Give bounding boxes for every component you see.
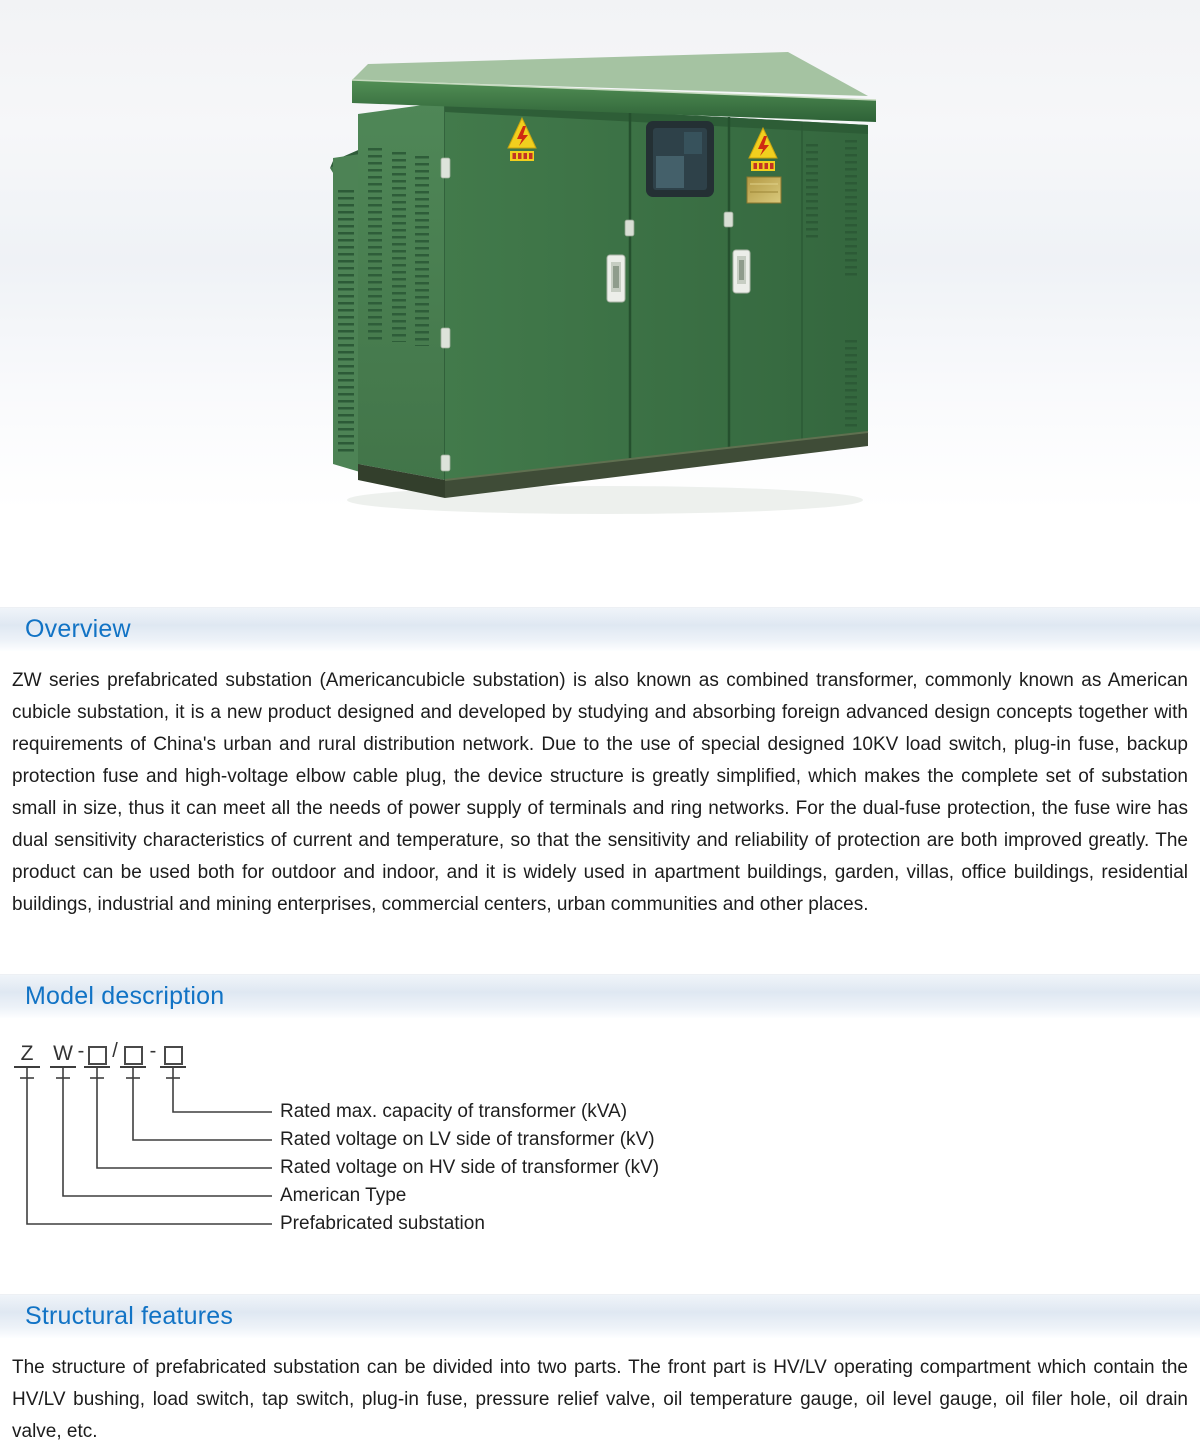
overview-paragraph: ZW series prefabricated substation (Americancubicle substation) is also known as combined transformer, commonly known as American cubicle substation, it is a new product designed and developed by studying and absorbing foreign advanced design concepts together with requirements of China's urban and rural distribution network. Due to the use of special designed 10KV load switch, plug-in fuse, backup protection fuse and high-voltage elbow cable plug, the device structure is greatly simplified, which makes the complete set of substation small in size, thus it can meet all the needs of power supply of terminals and ring networks. For the dual-fuse protection, the fuse wire has dual sensitivity characteristics of current and temperature, so that the sensitivity and reliability of protection are both improved greatly. The product can be used both for outdoor and indoor, and it is widely used in apartment buildings, garden, villas, office buildings, residential buildings, industrial and mining enterprises, commercial centers, urban communities and other places. (12, 670, 1188, 915)
model-label-type: American Type (280, 1185, 407, 1206)
brass-nameplate (747, 177, 781, 203)
door-handle (733, 250, 750, 293)
model-code-diagram (12, 1036, 1200, 1250)
model-code-letter-z: Z (14, 1036, 40, 1068)
model-code-letter-w: W (50, 1036, 76, 1068)
door-handle (607, 255, 625, 302)
model-code-separator: / (112, 1039, 118, 1062)
structural-paragraph: The structure of prefabricated substation can be divided into two parts. The front part is HV/LV operating compartment which contain the HV/LV bushing, load switch, tap switch, plug-in fuse, pressure relief valve, oil temperature gauge, oil level gauge, oil filer hole, oil drain valve, etc. (12, 1357, 1188, 1442)
model-label-substation: Prefabricated substation (280, 1213, 485, 1234)
overview-section (0, 607, 1200, 921)
structural-section (0, 1294, 1200, 1448)
structural-title: Structural features (25, 1302, 234, 1330)
substation-photo (300, 40, 920, 540)
structural-heading (0, 1294, 1200, 1338)
model-title: Model description (25, 982, 225, 1010)
model-code-separator: - (149, 1039, 157, 1062)
model-code-separator: - (77, 1039, 85, 1062)
model-label-hv-voltage: Rated voltage on HV side of transformer (kV) (280, 1157, 660, 1178)
model-heading (0, 974, 1200, 1018)
model-section (0, 974, 1200, 1250)
overview-heading (0, 607, 1200, 651)
product-photo-section (0, 0, 1200, 580)
cabinet-left-side (358, 102, 445, 480)
inspection-window (646, 121, 714, 197)
model-label-lv-voltage: Rated voltage on LV side of transformer (kV) (280, 1129, 655, 1150)
overview-title: Overview (25, 615, 131, 643)
model-label-capacity: Rated max. capacity of transformer (kVA) (280, 1101, 628, 1122)
